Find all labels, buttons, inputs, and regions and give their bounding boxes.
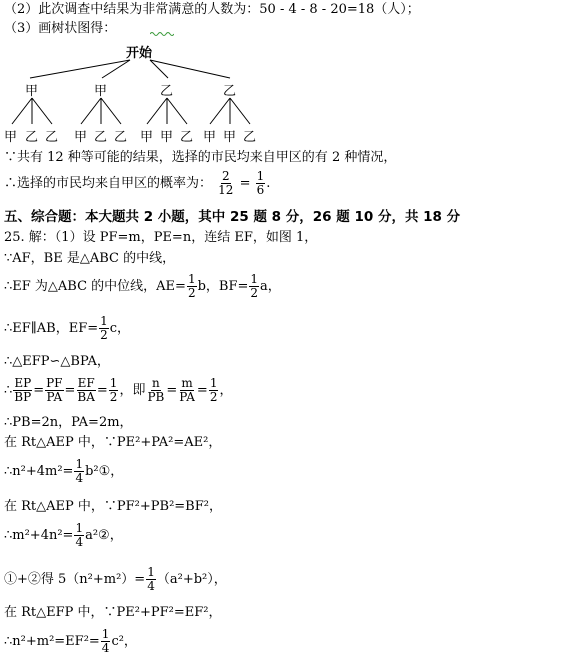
- line-rt2: 在 Rt△AEP 中，∵PF²+PB²=BF²，: [4, 499, 222, 514]
- tree-l1-4: 乙: [223, 84, 237, 99]
- tree-l1-3: 乙: [160, 84, 174, 99]
- tree-l2-10: 甲: [203, 130, 217, 145]
- line-rt3: 在 Rt△EFP 中，∵PE²+PF²=EF²，: [4, 605, 222, 620]
- frac-num: 2: [221, 169, 230, 183]
- text: ，即: [119, 383, 146, 398]
- equals: =: [166, 383, 178, 398]
- line-rt1: 在 Rt△AEP 中，∵PE²+PA²=AE²，: [4, 435, 222, 450]
- frac-num: 1: [75, 457, 84, 471]
- line-medians: ∵AF，BE 是△ABC 的中线，: [4, 251, 176, 266]
- period: .: [266, 176, 271, 191]
- frac-num: 1: [256, 169, 265, 183]
- frac-den: 2: [109, 390, 118, 404]
- equals: =: [64, 383, 76, 398]
- line-outcomes: ∵共有 12 种等可能的结果，选择的市民均来自甲区的有 2 种情况，: [4, 150, 397, 165]
- frac-num: n: [152, 376, 160, 390]
- fraction: [217, 170, 234, 197]
- text: ∴m²+4n²=: [4, 528, 74, 543]
- text: c，: [109, 321, 131, 336]
- frac-num: 1: [209, 376, 218, 390]
- fraction: [74, 458, 84, 485]
- equals: =: [33, 383, 45, 398]
- frac-num: EP: [14, 376, 32, 390]
- text: c²，: [111, 634, 137, 649]
- frac-den: 4: [147, 579, 155, 593]
- frac-num: 1: [100, 314, 108, 328]
- tree-l2-12: 乙: [243, 130, 257, 145]
- fraction: [187, 273, 197, 300]
- equals: =: [96, 383, 108, 398]
- line-probability: [4, 170, 270, 198]
- frac-num: 1: [250, 272, 259, 286]
- frac-den: BA: [77, 390, 95, 404]
- fraction: [99, 315, 109, 342]
- frac-den: 4: [101, 641, 110, 655]
- line-eq3: [4, 626, 137, 658]
- frac-num: PF: [46, 376, 63, 390]
- frac-den: 2: [250, 286, 259, 300]
- text: ∴n²+4m²=: [4, 464, 74, 479]
- text: ①+②得 5（n²+m²）=: [4, 572, 146, 587]
- line-similar: ∴△EFP∽△BPA，: [4, 354, 110, 369]
- text: ∴EF 为△ABC 的中位线，AE=: [4, 279, 186, 294]
- fraction: [146, 377, 165, 404]
- frac-num: EF: [77, 376, 95, 390]
- tree-l2-4: 甲: [74, 130, 88, 145]
- frac-den: 2: [209, 390, 218, 404]
- text: （a²+b²），: [156, 572, 227, 587]
- frac-den: PA: [46, 390, 63, 404]
- fraction: [74, 522, 84, 549]
- fraction: [109, 377, 119, 404]
- frac-den: 2: [100, 328, 108, 342]
- line-sum: [4, 564, 227, 596]
- text: b，BF=: [197, 279, 249, 294]
- section-title: 五、综合题：本大题共 2 小题，其中 25 题 8 分，26 题 10 分，共 18 分: [4, 209, 461, 225]
- prob-text: ∴选择的市民均来自甲区的概率为：: [4, 176, 213, 191]
- line-eq2: [4, 520, 123, 552]
- fraction: [249, 273, 259, 300]
- text: b²①，: [85, 464, 124, 479]
- line-part2: （2）此次调查中结果为非常满意的人数为：50 - 4 - 8 - 20=18（人）；: [4, 2, 420, 17]
- tree-l2-1: 甲: [4, 130, 18, 145]
- frac-num: 1: [75, 521, 84, 535]
- frac-den: PB: [147, 390, 165, 404]
- frac-num: 1: [109, 376, 118, 390]
- fraction: [146, 566, 156, 593]
- tree-l2-2: 乙: [25, 130, 39, 145]
- line-ratio: [4, 374, 232, 408]
- tree-l2-9: 乙: [180, 130, 194, 145]
- tree-l1-2: 甲: [94, 84, 108, 99]
- frac-den: BP: [14, 390, 32, 404]
- tree-l2-6: 乙: [114, 130, 128, 145]
- frac-num: 1: [101, 627, 110, 641]
- text: ，: [219, 383, 233, 398]
- fraction: [178, 377, 196, 404]
- equals: =: [239, 176, 251, 191]
- fraction: [45, 377, 63, 404]
- frac-num: 1: [187, 272, 196, 286]
- line-eq1: [4, 456, 123, 488]
- text: a²②，: [85, 528, 123, 543]
- equals: =: [196, 383, 208, 398]
- text: ∴n²+m²=EF²=: [4, 634, 100, 649]
- frac-den: 2: [187, 286, 196, 300]
- line-part3: （3）画树状图得：: [4, 21, 117, 36]
- text: ∴: [4, 383, 13, 398]
- frac-den: PA: [179, 390, 195, 404]
- fraction: [256, 170, 266, 197]
- frac-den: 4: [75, 535, 84, 549]
- line-parallel: [4, 314, 130, 344]
- frac-den: 4: [75, 471, 84, 485]
- frac-num: 1: [147, 565, 155, 579]
- frac-den: 12: [218, 183, 234, 197]
- frac-num: m: [181, 376, 193, 390]
- tree-l2-7: 甲: [140, 130, 154, 145]
- tree-l2-5: 乙: [94, 130, 108, 145]
- text: a，: [260, 279, 281, 294]
- fraction: [209, 377, 219, 404]
- tree-root: 开始: [126, 46, 153, 61]
- frac-den: 6: [256, 183, 265, 197]
- line-q25: 25. 解：（1）设 PF=m，PE=n，连结 EF，如图 1，: [4, 230, 318, 245]
- fraction: [13, 377, 32, 404]
- tree-l2-8: 甲: [160, 130, 174, 145]
- text: ∴EF∥AB，EF=: [4, 321, 99, 336]
- tree-l1-1: 甲: [25, 84, 39, 99]
- line-pb: ∴PB=2n，PA=2m，: [4, 415, 133, 430]
- line-midline: [4, 272, 281, 302]
- tree-l2-3: 乙: [45, 130, 59, 145]
- fraction: [101, 628, 111, 655]
- fraction: [76, 377, 95, 404]
- tree-l2-11: 甲: [223, 130, 237, 145]
